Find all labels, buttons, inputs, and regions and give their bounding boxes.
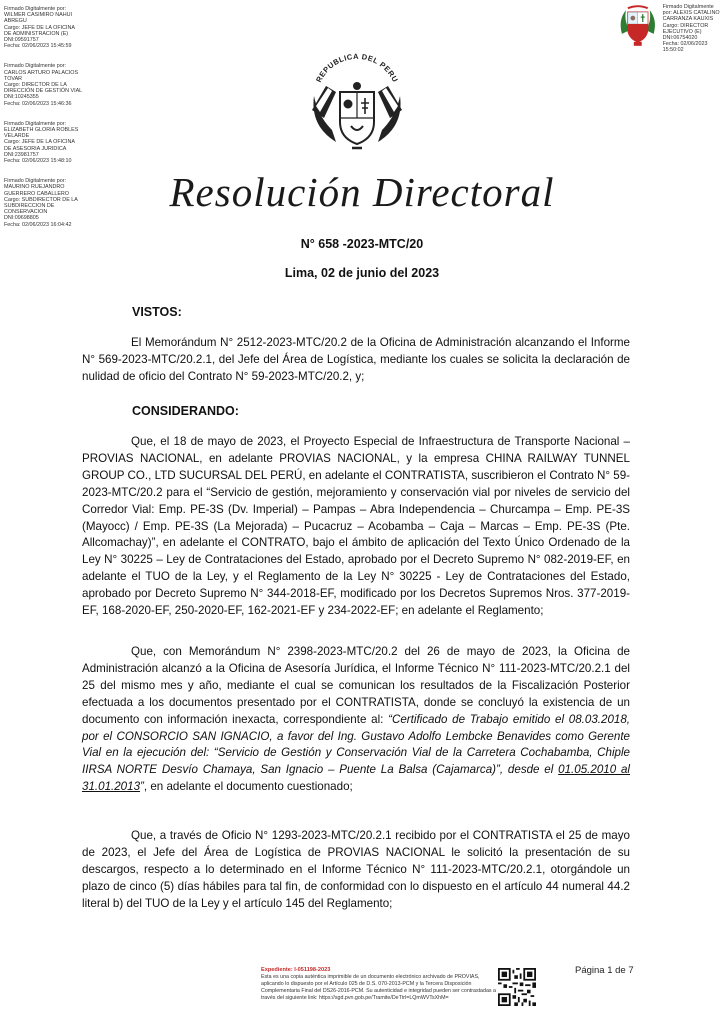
signature-right [616,4,722,54]
signature-line: DNI:06754020 [662,35,698,42]
signature-line: Cargo: DIRECTOR DE LA [4,82,67,89]
paragraph-2-intro: Que, con Memorándum N° 2398-2023-MTC/20.2 del 26 de mayo de 2023, la Oficina de Administración alcanzó a la Oficina de Asesoría Jurídica, el Informe Técnico N° 111-2023-MTC/20.2.1 del 25 del mismo mes y año, mediante el cual se comunican los resultados de la Fiscalización Posterior efectuada a los documentos presentado por el CONTRATISTA, donde se concluyó la existencia de un documento con información inexacta, correspondiente al: [82,645,630,726]
signature-line: Fecha: 02/06/2023 16:04:42 [4,221,72,228]
signature-line: Fecha: 02/06/2023 15:48:10 [4,158,72,165]
signature-line: Fecha: 02/06/2023 15:45:59 [4,43,72,50]
svg-text:REPUBLICA DEL PERU [314,52,400,84]
signature-line: DNI:09698805 [4,215,39,222]
paragraph-2-quote: “Certificado de Trabajo emitido el 08.03.2018, por el CONSORCIO SAN IGNACIO, a favor del Ing. Gustavo Adolfo Lembcke Benavides como Gerente Vial en la ejecución del: “Servicio de Gestión y Conservación Vial de la Carretera Cochabamba, Chiple IIRSA NORTE Desvío Chamaya, San Ignacio – Puente La Balsa (Cajamarca)”, desde el [82,712,631,777]
signature-line: CARLOS ARTURO PALACIOS [4,69,79,76]
paragraph-2 [82,644,630,796]
signature-line: DE ASESORIA JURIDICA [4,145,67,152]
signature-line: ELIZABETH GLORIA ROBLES [4,127,79,134]
signature-line: Cargo: JEFE DE LA OFICINA [4,139,75,146]
signature-block [4,121,122,164]
paragraph-2-quote-end: ” [140,780,144,794]
signature-block [4,63,122,106]
signature-line: Firmado Digitalmente por: [4,63,67,70]
signature-line: 15:50:02 [662,47,684,54]
coat-of-arms-caption: REPUBLICA DEL PERU [314,51,400,84]
signature-line: WILMER CASIMIRO NAHUI [4,12,72,19]
document-title: Resolución Directoral [169,169,555,215]
signature-line: DNI:23981757 [4,151,39,158]
signature-line: CARRANZA KAUXIS [662,16,714,23]
expediente-label: Expediente: I-051198-2023 [261,967,331,973]
signature-line: Firmado Digitalmente por: [4,120,67,127]
vistos-heading: VISTOS: [132,305,182,319]
signature-line: CONSERVACION [4,209,48,216]
signature-line: Firmado Digitalmente [662,4,714,10]
considerando-heading: CONSIDERANDO: [132,404,239,418]
signature-line: Firmado Digitalmente por: [4,6,67,12]
signature-line: Cargo: JEFE DE LA OFICINA [4,24,75,31]
signature-line: Cargo: DIRECTOR [662,22,709,29]
signature-line: Fecha: 02/06/2023 [662,41,708,48]
signature-line: Firmado Digitalmente por: [4,178,67,185]
signature-line: EJECUTIVO (E) [662,28,702,35]
signature-line: por: ALEXIS CATALINO [662,10,720,17]
page-indicator: Página 1 de 7 [575,965,634,976]
signature-block [4,6,122,49]
signature-line: Cargo: SUBDIRECTOR DE LA [4,196,78,203]
resolution-number: N° 658 -2023-MTC/20 [300,237,424,251]
paragraph-2-outro: , en adelante el documento cuestionado; [143,780,353,794]
paragraph-1: Que, el 18 de mayo de 2023, el Proyecto Especial de Infraestructura de Transporte Nacional – PROVIAS NACIONAL, en adelante PROVIAS NACIONAL, y la empresa CHINA RAILWAY TUNNEL GROUP CO., LTD SUCURSAL DEL PERÚ, en adelante el CONTRATISTA, suscribieron el Contrato N° 59-2023-MTC/20.2 para el “Servicio de gestión, mejoramiento y conservación vial por niveles de servicio del Corredor Vial: Emp. PE-3S (Dv. Imperial) – Pampas – Abra Independencia – Churcampa – Emp. PE-3S (Mayocc) / Emp. PE-3S (La Mejorada) – Pucacruz – Acobamba – Caja – Marcas – Emp. PE-3S (Pte. Allcomachay)”, en adelante el CONTRATO, bajo el ámbito de aplicación del Texto Único Ordenado de la Ley N° 30225 – Ley de Contrataciones del Estado, aprobado por el Decreto Supremo N° 082-2019-EF, en adelante el TUO de la Ley, y el Reglamento de la Ley N° 30225 - Ley de Contrataciones del Estado, aprobado por Decreto Supremo N° 344-2018-EF, modificado por los Decretos Supremos Nros. 377-2019-EF, 168-2020-EF, 250-2020-EF, 162-2021-EF y 234-2022-EF; en adelante el Reglamento; [82,435,631,618]
verification-footer [261,967,496,1002]
coat-of-arms-icon [296,46,418,158]
signature-line: TOVAR [4,75,23,82]
signature-line: SUBDIRECCION DE [4,203,55,210]
signature-line: DE ADMINISTRACION (E) [4,30,69,37]
signature-line: VELARDE [4,133,30,140]
signature-line: DIRECCIÓN DE GESTIÓN VIAL [4,88,83,95]
signature-line: DNI:09591757 [4,37,39,44]
vistos-paragraph: El Memorándum N° 2512-2023-MTC/20.2 de la Oficina de Administración alcanzando el Informe N° 569-2023-MTC/20.2.1, del Jefe del Área de Logística, mediante los cuales se solicita la declaración de nulidad de oficio del Contrato N° 59-2023-MTC/20.2, y; [82,336,630,383]
paragraph-3: Que, a través de Oficio N° 1293-2023-MTC/20.2.1 recibido por el CONTRATISTA el 25 de mayo de 2023, el Jefe del Área de Logística de PROVIAS NACIONAL le solicitó la presentación de su descargos, respecto a lo determinado en el Informe Técnico N° 111-2023-MTC/20.2.1, otorgándole un plazo de cinco (5) días hábiles para tal fin, de conformidad con lo dispuesto en el artículo 44 numeral 44.2 literal b) del TUO de la Ley y el artículo 145 del Reglamento; [82,829,630,910]
signature-line: GUERRERO CABALLERO [4,190,70,197]
paragraph-2-dates: 01.05.2010 al 31.01.2013 [82,763,630,794]
signature-line: DNI:10245355 [4,94,39,101]
signature-line: ABREGU [4,18,27,25]
document-date: Lima, 02 de junio del 2023 [284,266,440,280]
authenticity-note: Esta es una copia auténtica imprimible de un documento electrónico archivado de PROVIAS, aplicando lo dispuesto por el Artículo 025 de D.S. 070-2013-PCM y la Tercera Disposición Complementaria Final del DS26-2016-PCM. Su autenticidad e integridad pueden ser contrastadas a través del siguiente link: https://sgd.pvn.gob.pe/Tramite/DeTtrl=LQmWVTsXhM= [261,974,496,1001]
peru-seal-icon [616,4,660,48]
signature-line: MAURINO RUEJANDRO [4,184,65,191]
signature-line: Fecha: 02/06/2023 15:46:36 [4,100,72,107]
signature-block [663,4,722,54]
qr-code-icon [498,968,536,1006]
